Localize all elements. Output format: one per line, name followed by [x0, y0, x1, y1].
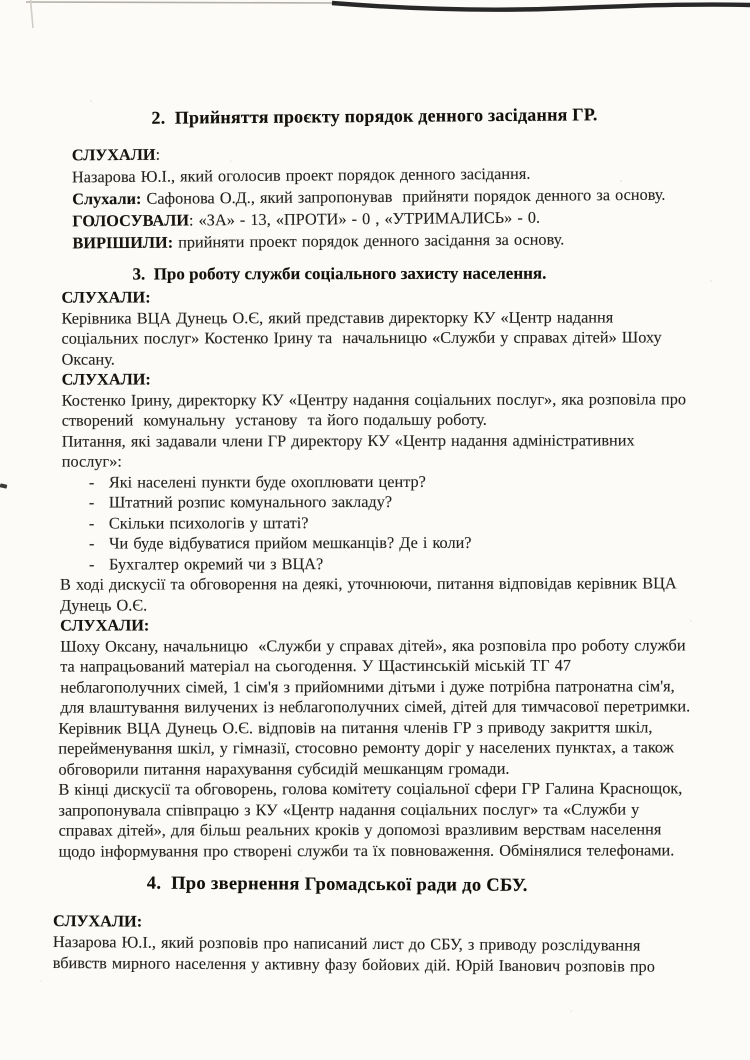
body-text-line: неблагополучних сімей, 1 сім'я з прийомними дітьми і дуже потрібна патронатна сім'я,	[60, 675, 675, 697]
body-text-line: Назарова Ю.І., який розповів про написаний лист до СБУ, з приводу розслідування	[52, 932, 641, 955]
scan-noise-specks	[90, 100, 92, 102]
speaker-label: СЛУХАЛИ:	[61, 287, 151, 307]
section-agenda-adoption	[0, 100, 750, 255]
body-text-line: В кінці дискусії та обговорень, голова комітету соціальної сфери ГР Галина Краснощок,	[58, 778, 683, 799]
body-text-line: послуг»:	[61, 451, 122, 471]
body-text-line: Костенко Ірину, директорку КУ «Центру надання соціальних послуг», яка розповіла про	[61, 388, 686, 410]
question-item: - Штатний розпис комунального закладу?	[88, 491, 393, 512]
body-text-line: соціальних послуг» Костенко Ірину та начальницю «Служби у справах дітей» Шоху	[61, 327, 662, 348]
body-text-line: Шоху Оксану, начальницю «Служби у справах дітей», яка розповіла про роботу служби	[60, 634, 686, 656]
scanner-edge-artifact	[0, 0, 750, 34]
dash-bullet: -	[88, 513, 95, 533]
body-text-line: Керівник ВЦА Дунець О.Є. відповів на питання членів ГР з приводу закриття шкіл,	[58, 716, 653, 738]
dash-bullet: -	[88, 472, 95, 492]
question-item: - Бухгалтер окремий чи з ВЦА?	[88, 553, 324, 574]
vote-result-line: ГОЛОСУВАЛИ: «ЗА» - 13, «ПРОТИ» - 0 , «УТРИМАЛИСЬ» - 0.	[72, 207, 541, 231]
dash-bullet: -	[88, 554, 95, 574]
body-text-line: Слухали: Сафонова О.Д., який запропонував прийняти порядок денного за основу.	[72, 184, 666, 209]
dash-bullet: -	[88, 533, 95, 553]
question-item: - Скільки психологів у штаті?	[88, 512, 309, 533]
decision-line: ВИРІШИЛИ: прийняти проект порядок денного засідання за основу.	[72, 229, 565, 253]
section-3-body	[0, 286, 750, 862]
speaker-label: СЛУХАЛИ:	[52, 911, 143, 931]
body-text-line: В ході дискусії та обговорення на деякі, уточнюючи, питання відповідав керівник ВЦА	[60, 573, 677, 594]
body-text-line: Оксану.	[61, 349, 115, 369]
body-text-line: створений комунальну установу та його подальшу роботу.	[61, 409, 487, 430]
body-text-line: Дунець О.Є.	[60, 594, 148, 615]
section-2-body	[0, 139, 750, 255]
question-item: - Які населені пункти буде охоплювати центр?	[88, 471, 426, 492]
section-appeal-to-sbu	[0, 870, 750, 978]
body-text-line: вбивств мирного населення у активну фазу бойових дій. Юрій Іванович розповів про	[52, 953, 655, 976]
body-text-line: Керівника ВЦА Дунець О.Є, який представив директорку КУ «Центр надання	[61, 307, 614, 328]
body-text-line: Питання, які задавали члени ГР директору КУ «Центр надання адміністративних	[61, 429, 635, 451]
body-text-line: запропонувала співпрацю з КУ «Центр надання соціальних послуг» та «Служби у	[58, 798, 640, 820]
section-4-heading: 4. Про звернення Громадської ради до СБУ.	[146, 873, 528, 896]
speaker-label: СЛУХАЛИ:	[60, 615, 150, 635]
body-text-line: Назарова Ю.І., який оголосив проект порядок денного засідання.	[71, 163, 531, 187]
body-text-line: та напрацьований матеріал на сьогодення. У Щастинській міській ТГ 47	[60, 655, 572, 676]
body-text-line: обговорили питання нарахування субсидій мешканцям громади.	[58, 758, 510, 779]
section-2-heading: 2. Прийняття проєкту порядок денного засідання ГР.	[151, 104, 598, 128]
body-text-line: щодо інформування про створені служби та їх повноваження. Обмінялися телефонами.	[58, 839, 675, 861]
body-text-line: перейменування шкіл, у гімназії, стосовно ремонту доріг у населених пунктах, а також	[58, 737, 674, 758]
body-text-line: для влаштування вилучених із неблагополучних сімей, дітей для тимчасової перетримки.	[60, 696, 691, 717]
question-item: - Чи буде відбуватися прийом мешканців? Де і коли?	[88, 532, 472, 553]
section-3-heading: 3. Про роботу служби соціального захисту населення.	[132, 263, 547, 284]
section-social-protection	[0, 260, 750, 862]
section-4-body	[0, 910, 750, 978]
speaker-label: СЛУХАЛИ:	[61, 369, 151, 389]
body-text-line: справах дітей», для більш реальних кроків у допомозі вразливим верствам населення	[58, 819, 662, 840]
dash-bullet: -	[88, 492, 95, 512]
speaker-label: СЛУХАЛИ:	[71, 144, 161, 165]
